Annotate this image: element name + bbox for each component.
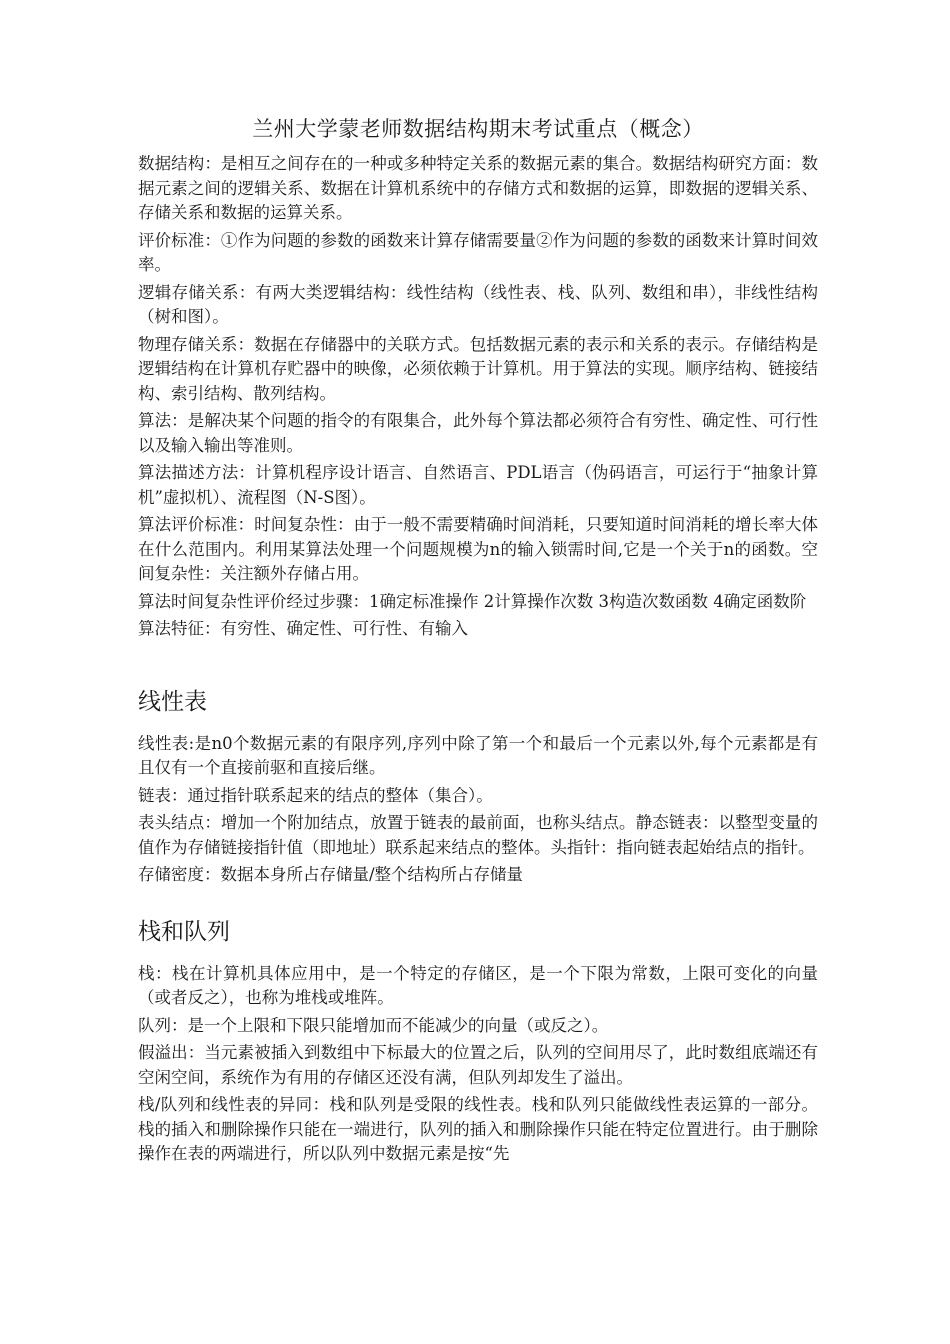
section-heading-linear-list: 线性表 <box>138 688 207 715</box>
section-heading-stack-queue: 栈和队列 <box>138 918 230 945</box>
paragraph-storage-density: 存储密度：数据本身所占存储量/整个结构所占存储量 <box>138 865 524 884</box>
paragraph-physical-storage: 物理存储关系：数据在存储器中的关联方式。包括数据元素的表示和关系的表示。存储结构是逻辑结构在计算机存贮器中的映像，必须依赖于计算机。用于算法的实现。顺序结构、链接结构、索引结构、散列结构。 <box>138 334 818 403</box>
paragraph-data-structure: 数据结构：是相互之间存在的一种或多种特定关系的数据元素的集合。数据结构研究方面：数据元素之间的逻辑关系、数据在计算机系统中的存储方式和数据的运算，即数据的逻辑关系、存储关系和数据的运算关系。 <box>138 154 818 222</box>
paragraph-stack-queue-comparison: 栈/队列和线性表的异同：栈和队列是受限的线性表。栈和队列只能做线性表运算的一部分。栈的插入和删除操作只能在一端进行，队列的插入和删除操作只能在特定位置进行。由于删除操作在表的两端进行，所以队列中数据元素是按“先 <box>138 1095 818 1163</box>
paragraph-evaluation-standard: 评价标准：①作为问题的参数的函数来计算存储需要量②作为问题的参数的函数来计算时间效率。 <box>138 230 818 274</box>
paragraph-time-complexity-steps: 算法时间复杂性评价经过步骤：1确定标准操作 2计算操作次数 3构造次数函数 4确定函数阶 <box>138 591 807 611</box>
paragraph-algorithm-features: 算法特征：有穷性、确定性、可行性、有输入 <box>138 619 468 638</box>
paragraph-logical-storage: 逻辑存储关系：有两大类逻辑结构：线性结构（线性表、栈、队列、数组和串），非线性结构（树和图）。 <box>138 282 818 326</box>
paragraph-algorithm: 算法：是解决某个问题的指令的有限集合，此外每个算法都必须符合有穷性、确定性、可行性以及输入输出等准则。 <box>138 411 818 455</box>
document-body <box>138 114 818 1170</box>
paragraph-head-node: 表头结点：增加一个附加结点，放置于链表的最前面，也称头结点。静态链表：以整型变量的值作为存储链接指针值（即地址）联系起来结点的整体。头指针：指向链表起始结点的指针。 <box>138 813 818 857</box>
paragraph-linear-list: 线性表:是n0个数据元素的有限序列,序列中除了第一个和最后一个元素以外,每个元素都是有且仅有一个直接前驱和直接后继。 <box>138 733 818 777</box>
paragraph-algorithm-description: 算法描述方法：计算机程序设计语言、自然语言、PDL语言（伪码语言，可运行于“抽象计算机”虚拟机）、流程图（N-S图）。 <box>138 463 818 507</box>
document-title: 兰州大学蒙老师数据结构期末考试重点（概念） <box>252 117 704 141</box>
paragraph-stack: 栈：栈在计算机具体应用中，是一个特定的存储区，是一个下限为常数，上限可变化的向量（或者反之），也称为堆栈或堆阵。 <box>138 963 818 1007</box>
paragraph-algorithm-evaluation: 算法评价标准：时间复杂性：由于一般不需要精确时间消耗，只要知道时间消耗的增长率大体在什么范围内。利用某算法处理一个问题规模为n的输入锁需时间,它是一个关于n的函数。空间复杂性：关注额外存储占用。 <box>138 515 818 583</box>
paragraph-queue: 队列：是一个上限和下限只能增加而不能减少的向量（或反之）。 <box>138 1015 609 1035</box>
paragraph-false-overflow: 假溢出：当元素被插入到数组中下标最大的位置之后，队列的空间用尽了，此时数组底端还有空闲空间，系统作为有用的存储区还没有满，但队列却发生了溢出。 <box>138 1043 818 1087</box>
paragraph-linked-list: 链表：通过指针联系起来的结点的整体（集合）。 <box>138 785 493 805</box>
